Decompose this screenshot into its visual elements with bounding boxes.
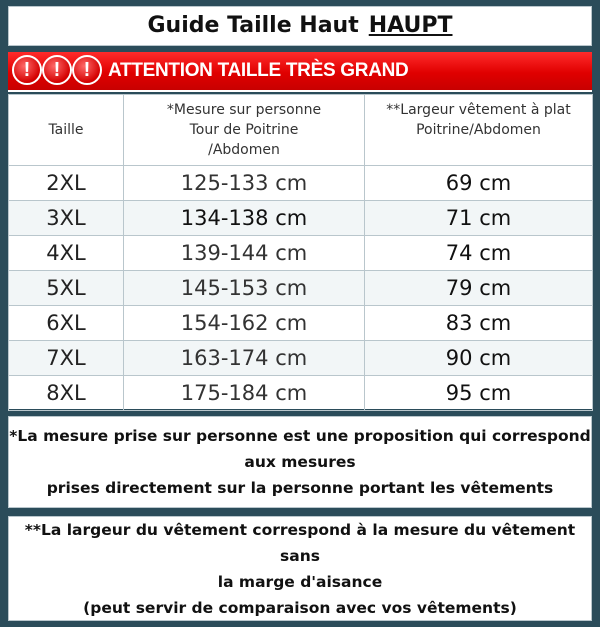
table-row xyxy=(9,166,593,201)
width-cell: 69 cm xyxy=(365,166,593,201)
size-cell: 2XL xyxy=(9,166,124,201)
width-cell: 83 cm xyxy=(365,306,593,341)
measure-cell: 154-162 cm xyxy=(124,306,365,341)
header-measure xyxy=(124,95,365,166)
measure-cell: 134-138 cm xyxy=(124,201,365,236)
width-cell: 74 cm xyxy=(365,236,593,271)
title-text: Guide Taille Haut xyxy=(147,13,359,38)
header-measure-line: *Mesure sur personne xyxy=(166,102,322,118)
measure-cell: 145-153 cm xyxy=(124,271,365,306)
header-width xyxy=(365,95,593,166)
size-cell: 3XL xyxy=(9,201,124,236)
page-title xyxy=(8,6,592,46)
exclamation-icon: ! xyxy=(12,55,42,85)
measure-cell: 125-133 cm xyxy=(124,166,365,201)
exclamation-icon: ! xyxy=(72,55,102,85)
note-line: la marge d'aisance xyxy=(217,572,383,591)
size-cell: 5XL xyxy=(9,271,124,306)
width-cell: 79 cm xyxy=(365,271,593,306)
table-row xyxy=(9,201,593,236)
measure-note xyxy=(8,416,592,508)
note-line: (peut servir de comparaison avec vos vêtements) xyxy=(83,598,517,617)
header-width-line: **Largeur vêtement à plat xyxy=(386,102,571,118)
table-row xyxy=(9,376,593,411)
header-measure-line: Tour de Poitrine xyxy=(189,122,299,138)
warning-banner xyxy=(8,52,592,92)
size-cell: 8XL xyxy=(9,376,124,411)
measure-cell: 139-144 cm xyxy=(124,236,365,271)
table-header-row xyxy=(9,95,593,166)
size-cell: 7XL xyxy=(9,341,124,376)
measure-cell: 163-174 cm xyxy=(124,341,365,376)
size-cell: 6XL xyxy=(9,306,124,341)
size-cell: 4XL xyxy=(9,236,124,271)
warning-text: ATTENTION TAILLE TRÈS GRAND xyxy=(108,60,409,81)
width-note xyxy=(8,516,592,621)
size-table xyxy=(8,94,592,409)
table-row xyxy=(9,306,593,341)
table-row xyxy=(9,341,593,376)
brand-name: HAUPT xyxy=(368,13,453,38)
note-line: *La mesure prise sur personne est une proposition qui correspond xyxy=(9,427,591,445)
note-line: aux mesures xyxy=(244,453,356,471)
header-measure-line: /Abdomen xyxy=(208,142,280,158)
warning-banner-bar xyxy=(8,52,592,90)
measure-cell: 175-184 cm xyxy=(124,376,365,411)
note-line: **La largeur du vêtement correspond à la mesure du vêtement sans xyxy=(24,520,576,565)
header-size: Taille xyxy=(9,95,124,166)
width-cell: 95 cm xyxy=(365,376,593,411)
header-width-line: Poitrine/Abdomen xyxy=(416,122,541,138)
table-row xyxy=(9,236,593,271)
exclamation-icon: ! xyxy=(42,55,72,85)
note-line: prises directement sur la personne portant les vêtements xyxy=(46,479,554,497)
width-cell: 90 cm xyxy=(365,341,593,376)
width-cell: 71 cm xyxy=(365,201,593,236)
table-row xyxy=(9,271,593,306)
